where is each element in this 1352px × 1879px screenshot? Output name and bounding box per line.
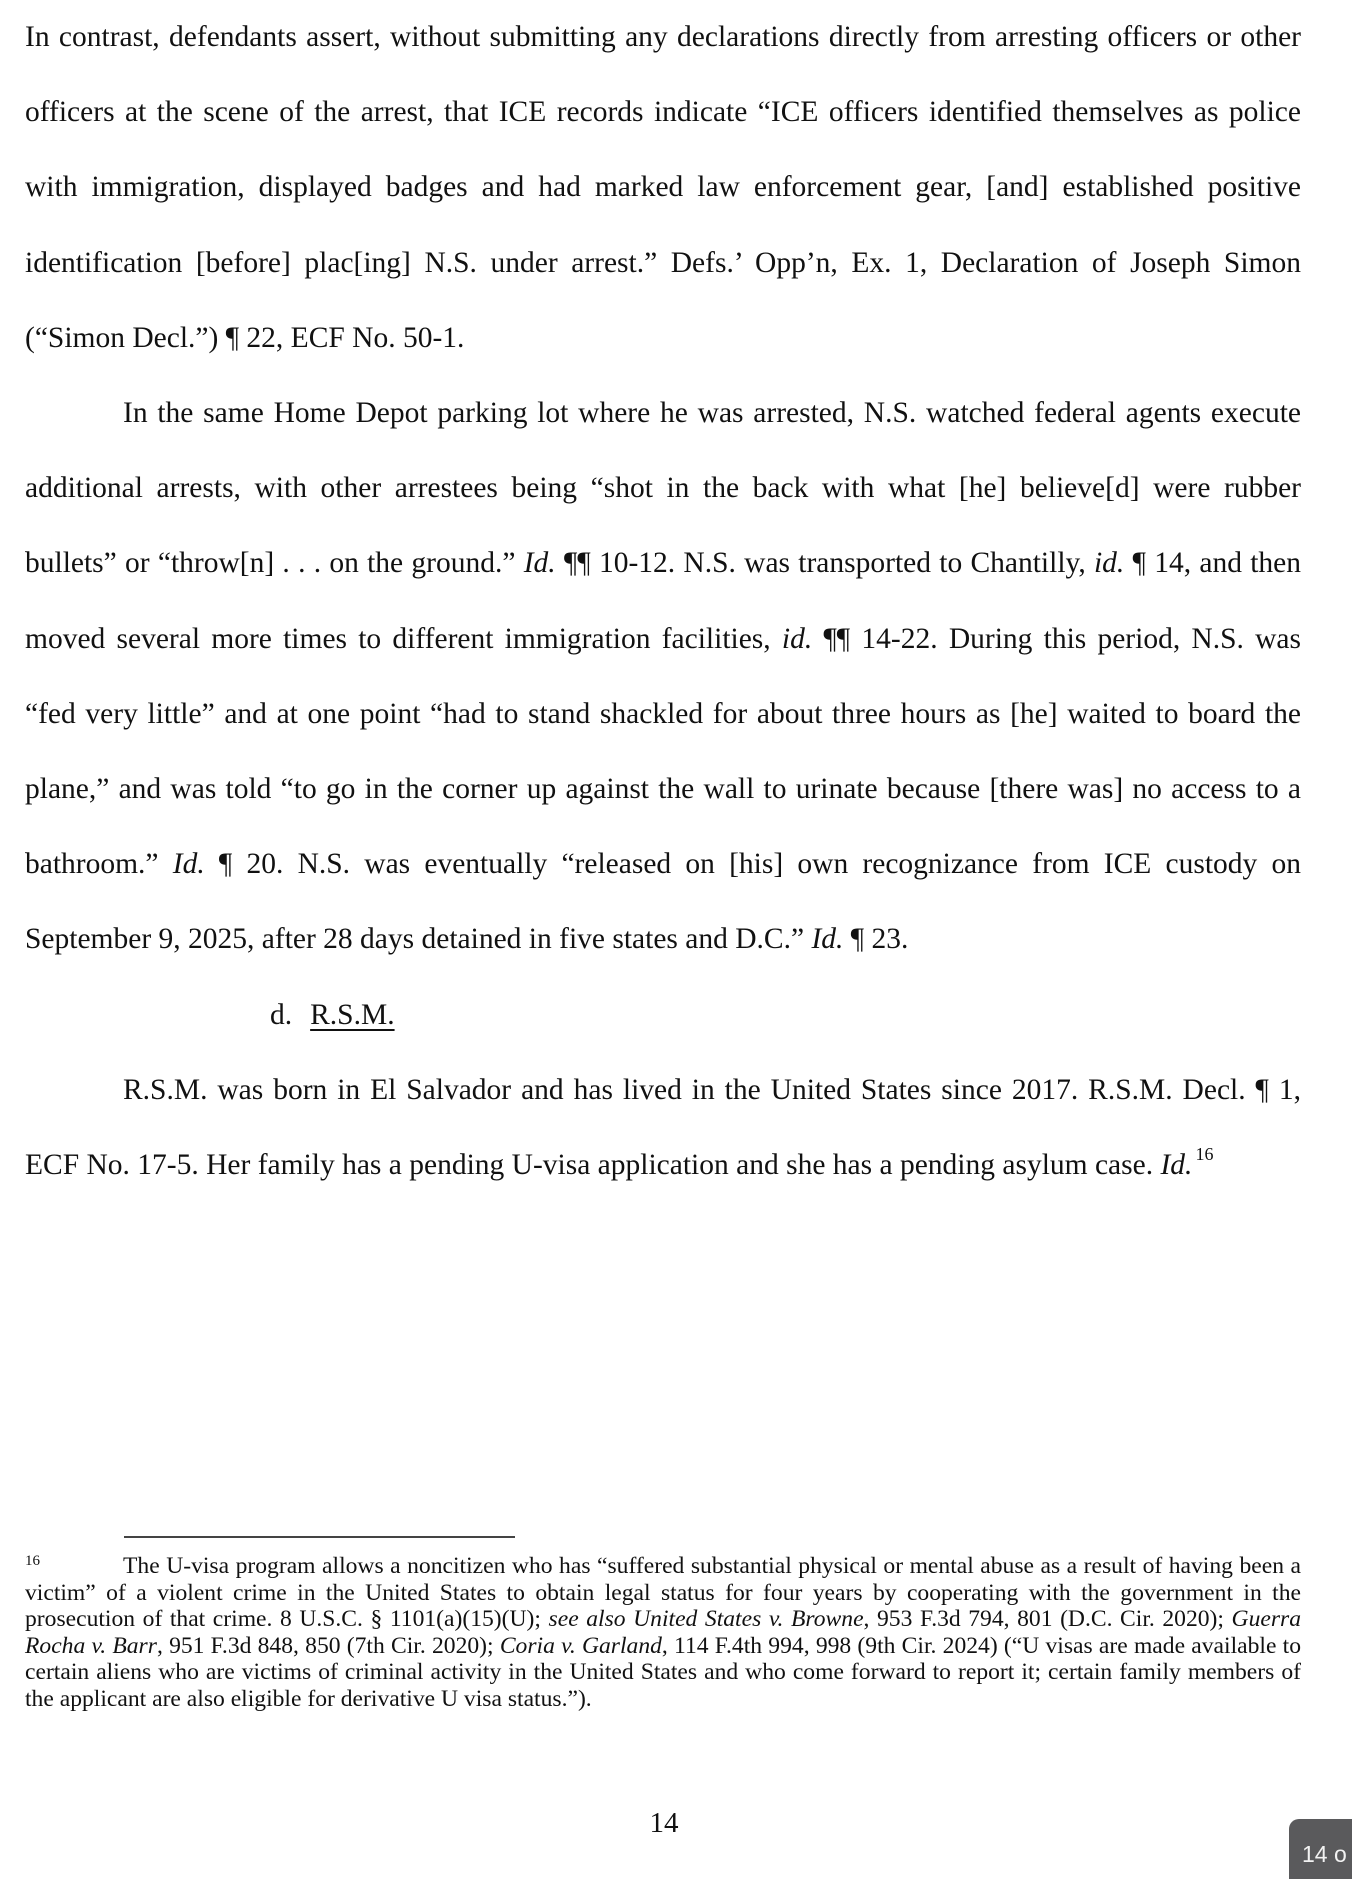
text-run: , 953 F.3d 794, 801 (D.C. Cir. 2020);: [863, 1606, 1232, 1633]
text-run: ¶¶ 10-12. N.S. was transported to Chantilly,: [555, 547, 1094, 580]
paragraph-rsm: [25, 1053, 1301, 1203]
section-heading: [25, 978, 1301, 1053]
text-run: ¶ 23.: [843, 923, 909, 956]
text-run: ¶ 20. N.S. was eventually “released on [his] own recognizance from ICE custody on September 9, 2025, after 28 days detained in five states and D.C.”: [25, 848, 1301, 956]
section-heading-title: R.S.M.: [310, 998, 395, 1031]
citation-italic: id.: [781, 622, 813, 655]
citation-italic: see also United States v. Browne: [548, 1606, 864, 1633]
section-heading-letter: d.: [270, 998, 293, 1031]
citation-italic: id.: [1093, 547, 1125, 580]
text-run: R.S.M. was born in El Salvador and has lived in the United States since 2017. R.S.M. Decl. ¶ 1, ECF No. 17-5. Her family has a pending U-visa application and she has a pending asylum case.: [25, 1073, 1301, 1182]
text-run: ¶¶ 14-22. During this period, N.S. was “fed very little” and at one point “had to stand shackled for about three hours as [he] waited to board the plane,” and was told “to go in the corner up against the wall to urinate because [there was] no access to a bathroom.”: [25, 622, 1301, 881]
footnote-text: [25, 1553, 1301, 1712]
paragraph-defendants-assert: [25, 0, 1301, 376]
citation-italic: Id.: [523, 547, 556, 580]
text-run: , 114 F.4th 994, 998 (9th Cir. 2024) (“U visas are made available to certain aliens who are victims of criminal activity in the United States and who come forward to report it; certain family members of the applicant are also eligible for derivative U visa status.”).: [25, 1632, 1302, 1712]
text-run: , 951 F.3d 848, 850 (7th Cir. 2020);: [156, 1632, 500, 1659]
citation-italic: Coria v. Garland: [499, 1632, 662, 1659]
footnote-separator: [124, 1536, 515, 1538]
text-run: In contrast, defendants assert, without submitting any declarations directly from arresting officers or other officers at the scene of the arrest, that ICE records indicate “ICE officers identified themselves as police with immigration, displayed badges and had marked law enforcement gear, [and] established positive identification [before] plac[ing] N.S. under arrest.” Defs.’ Opp’n, Ex. 1, Declaration of Joseph Simon (“Simon Decl.”) ¶ 22, ECF No. 50-1.: [25, 21, 1301, 354]
page-indicator-badge[interactable]: 14 o: [1289, 1819, 1352, 1879]
text-run: The U-visa program allows a noncitizen who has “suffered substantial physical or mental abuse as a result of having been a victim” of a violent crime in the United States to obtain legal status for four years by cooperating with the government in the prosecution of that crime. 8 U.S.C. § 1101(a)(15)(U);: [25, 1553, 1301, 1633]
paragraph-home-depot: [25, 376, 1301, 978]
citation-italic: Id.: [172, 848, 205, 881]
citation-italic: Id.: [1160, 1149, 1193, 1182]
document-page: [25, 0, 1301, 1203]
text-run: ¶ 14, and then moved several more times to different immigration facilities,: [25, 547, 1301, 655]
text-run: In the same Home Depot parking lot where he was arrested, N.S. watched federal agents execute additional arrests, with other arrestees being “shot in the back with what [he] believe[d] were rubber bullets” or “throw[n] . . . on the ground.”: [25, 397, 1301, 580]
body-text: [25, 0, 1301, 1203]
citation-italic: Guerra Rocha v. Barr: [25, 1606, 1302, 1659]
paragraph-rsm-text: [25, 1074, 1301, 1181]
page-number: 14: [649, 1807, 679, 1839]
footnote-16: 16 The U-visa program allows a noncitizen who has “suffered substantial physical or mental abuse as a result of having been a victim” of a violent crime in the United States to obtain legal status for four years by cooperating with the government in the prosecution of that crime. 8 U.S.C. § 1101(a)(15)(U); see also United States v. Browne, 953 F.3d 794, 801 (D.C. Cir. 2020); Guerra Rocha v. Barr, 951 F.3d 848, 850 (7th Cir. 2020); Coria v. Garland, 114 F.4th 994, 998 (9th Cir. 2024) (“U visas are made available to certain aliens who are victims of criminal activity in the United States and who come forward to report it; certain family members of the applicant are also eligible for derivative U visa status.”).: [25, 1553, 1302, 1712]
footnote-reference[interactable]: 16: [1195, 1144, 1214, 1165]
citation-italic: Id.: [811, 923, 844, 956]
